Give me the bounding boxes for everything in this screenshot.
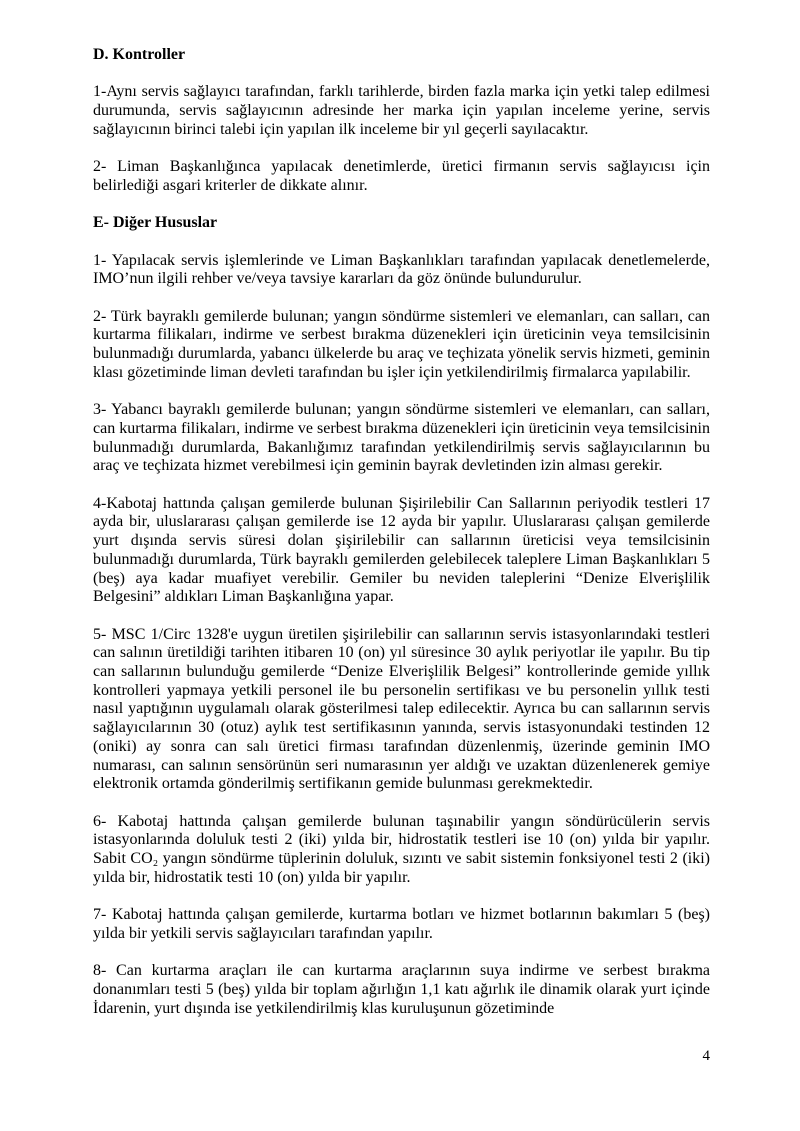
paragraph-d-2: 2- Liman Başkanlığınca yapılacak denetimlerde, üretici firmanın servis sağlayıcısı için belirlediği asgari kriterler de dikkate alınır.: [93, 158, 710, 194]
paragraph-e-7: 7- Kabotaj hattında çalışan gemilerde, kurtarma botları ve hizmet botlarının bakımları 5 (beş) yılda bir yetkili servis sağlayıcıları tarafından yapılır.: [93, 906, 710, 942]
paragraph-d-1: 1-Aynı servis sağlayıcı tarafından, farklı tarihlerde, birden fazla marka için yetki talep edilmesi durumunda, servis sağlayıcının adresinde her marka için yapılan inceleme yerine, servis sağlayıcının birinci talebi için yapılan ilk inceleme bir yıl geçerli sayılacaktır.: [93, 83, 710, 138]
page-number: 4: [702, 1048, 710, 1064]
paragraph-e-3: 3- Yabancı bayraklı gemilerde bulunan; yangın söndürme sistemleri ve elemanları, can salları, can kurtarma filikaları, indirme ve serbest bırakma düzenekleri için üreticinin veya temsilcisinin bulunmadığı durumlarda, Bakanlığımız tarafından yetkilendirilmiş servis sağlayıcılarının bu araç ve teçhizata hizmet verebilmesi için geminin bayrak devletinden izin alması gerekir.: [93, 401, 710, 475]
section-heading-e-diger-hususlar: E- Diğer Hususlar: [93, 214, 218, 232]
paragraph-e-4: 4-Kabotaj hattında çalışan gemilerde bulunan Şişirilebilir Can Sallarının periyodik testleri 17 ayda bir, uluslararası çalışan gemilerde ise 12 ayda bir yapılır. Uluslararası çalışan gemilerde yurt dışında servis süresi dolan şişirilebilir can sallarının üreticisi veya temsilcisinin bulunmadığı durumlarda, Türk bayraklı gemilerden gelebilecek taleplere Liman Başkanlıkları 5 (beş) aya kadar muafiyet verebilir. Gemiler bu neviden taleplerini “Denize Elverişlilik Belgesini” aldıkları Liman Başkanlığına yapar.: [93, 494, 710, 606]
document-content: [93, 46, 710, 1037]
paragraph-e-2: 2- Türk bayraklı gemilerde bulunan; yangın söndürme sistemleri ve elemanları, can salları, can kurtarma filikaları, indirme ve serbest bırakma düzenekleri için üreticinin veya temsilcisinin bulunmadığı durumlarda, yabancı ülkelerde bu araç ve teçhizata yönelik servis hizmeti, geminin klası gözetiminde liman devleti tarafından bu işler için yetkilendirilmiş firmalarca yapılabilir.: [93, 307, 710, 381]
section-heading-d-kontroller: D. Kontroller: [93, 46, 186, 63]
paragraph-e-8: 8- Can kurtarma araçları ile can kurtarma araçlarının suya indirme ve serbest bırakma donanımları testi 5 (beş) yılda bir toplam ağırlığın 1,1 katı ağırlık ile dinamik olarak yurt içinde İdarenin, yurt dışında ise yetkilendirilmiş klas kuruluşunun gözetiminde: [93, 962, 710, 1017]
paragraph-e-1: 1- Yapılacak servis işlemlerinde ve Liman Başkanlıkları tarafından yapılacak denetlemelerde, IMO’nun ilgili rehber ve/veya tavsiye kararları da göz önünde bulundurulur.: [93, 251, 710, 288]
paragraph-e-5: 5- MSC 1/Circ 1328'e uygun üretilen şişirilebilir can sallarının servis istasyonlarındaki testleri can salının üretildiği tarihten itibaren 10 (on) yıl süresince 30 aylık periyotlar ile yapılır. Bu tip can sallarının bulunduğu gemilerde “Denize Elverişlilik Belgesi” kontrollerinde gemide yıllık kontrolleri yapmaya yetkili personel ile bu personelin sertifikası ve bu personelin yıllık testi nasıl yaptığının uygulamalı olarak gösterilmesi talep edilecektir. Ayrıca bu can sallarının servis sağlayıcılarının 30 (otuz) aylık test sertifikasının yanında, servis istasyonundaki testinden 12 (oniki) ay sonra can salı üretici firması tarafından düzenlenmiş, üzerinde geminin IMO numarası, can salının sensörünün seri numarasının yer aldığı ve uzaktan düzenlenerek gemiye elektronik ortamda gönderilmiş sertifikanın gemide bulunması gerekmektedir.: [93, 625, 710, 793]
paragraph-e-6: 6- Kabotaj hattında çalışan gemilerde bulunan taşınabilir yangın söndürücülerin servis istasyonlarında doluluk testi 2 (iki) yılda bir, hidrostatik testleri ise 10 (on) yılda bir yapılır. Sabit CO₂ yangın söndürme tüplerinin doluluk, sızıntı ve sabit sistemin fonksiyonel testi 2 (iki) yılda bir, hidrostatik testi 10 (on) yılda bir yapılır.: [93, 812, 710, 886]
